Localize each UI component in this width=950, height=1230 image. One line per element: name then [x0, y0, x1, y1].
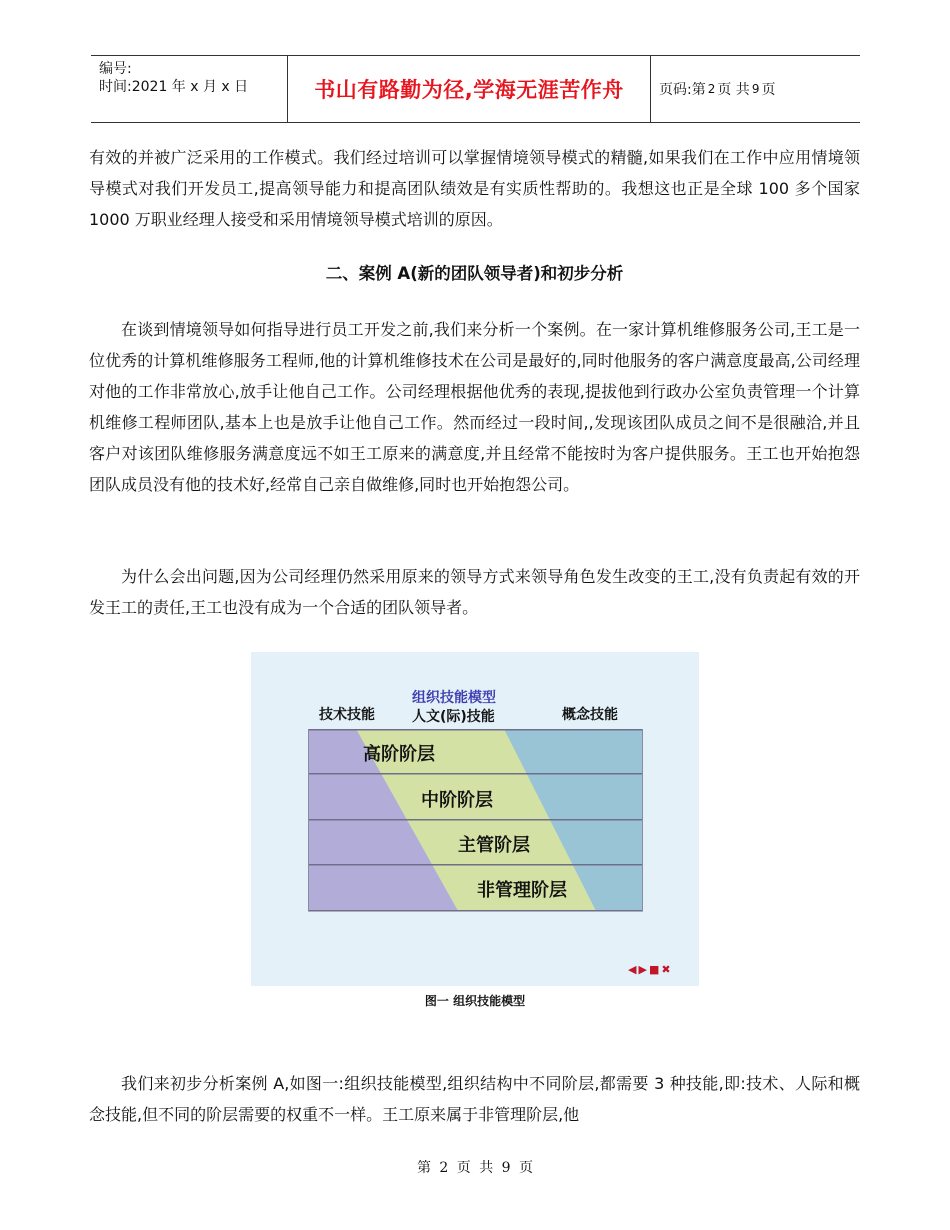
human-skill-label: 人文(际)技能: [412, 709, 495, 725]
page-header: [91, 55, 860, 123]
page-total: 9: [751, 82, 760, 96]
layer-middle: 中阶阶层: [421, 790, 493, 811]
paragraph-3: 为什么会出问题,因为公司经理仍然采用原来的领导方式来领导角色发生改变的王工,没有负责起有效的开发王工的责任,王工也没有成为一个合适的团队领导者。: [89, 567, 860, 617]
header-motto: 书山有路勤为径,学海无涯苦作舟: [287, 56, 651, 122]
stop-icon[interactable]: ■: [648, 963, 660, 976]
conceptual-skill-label: 概念技能: [562, 707, 618, 723]
page-mid: 页 共: [717, 82, 750, 98]
layer-divider-bottom: [308, 910, 643, 912]
layer-divider-top: [308, 729, 643, 731]
arrow-right-icon[interactable]: ▶: [638, 963, 647, 976]
figure-title: 组织技能模型: [412, 690, 496, 706]
layer-supervisor: 主管阶层: [458, 835, 530, 856]
section-heading: 二、案例 A(新的团队领导者)和初步分析: [325, 264, 624, 283]
page-suffix: 页: [761, 82, 776, 98]
technical-skill-label: 技术技能: [319, 707, 375, 723]
page-prefix: 页码:第: [659, 82, 706, 98]
header-date: 时间:2021 年 x 月 x 日: [99, 79, 249, 95]
skills-model-figure: [251, 652, 699, 986]
layer-non-management: 非管理阶层: [477, 880, 567, 901]
layer-divider-1: [308, 773, 643, 775]
arrow-left-icon[interactable]: ◀: [628, 963, 637, 976]
layer-divider-2: [308, 819, 643, 821]
header-code-label: 编号:: [99, 61, 132, 77]
page-current: 2: [707, 82, 716, 96]
paragraph-1: 有效的并被广泛采用的工作模式。我们经过培训可以掌握情境领导模式的精髓,如果我们在工作中应用情境领导模式对我们开发员工,提高领导能力和提高团队绩效是有实质性帮助的。我想这也正是全球 100 多个国家 1000 万职业经理人接受和采用情境领导模式培训的原因。: [89, 148, 860, 229]
paragraph-4: 我们来初步分析案例 A,如图一:组织技能模型,组织结构中不同阶层,都需要 3 种技能,即:技术、人际和概念技能,但不同的阶层需要的权重不一样。王工原来属于非管理阶层,他: [89, 1074, 860, 1124]
header-page-info: [651, 56, 860, 122]
figure-caption: 图一 组织技能模型: [424, 994, 526, 1008]
page-footer: 第 2 页 共 9 页: [416, 1160, 534, 1176]
diagram-left-edge: [308, 729, 309, 911]
paragraph-2: 在谈到情境领导如何指导进行员工开发之前,我们来分析一个案例。在一家计算机维修服务公司,王工是一位优秀的计算机维修服务工程师,他的计算机维修技术在公司是最好的,同时他服务的客户满意度最高,公司经理对他的工作非常放心,放手让他自己工作。公司经理根据他优秀的表现,提拔他到行政办公室负责管理一个计算机维修工程师团队,基本上也是放手让他自己工作。然而经过一段时间,,发现该团队成员之间不是很融洽,并且客户对该团队维修服务满意度远不如王工原来的满意度,并且经常不能按时为客户提供服务。王工也开始抱怨团队成员没有他的技术好,经常自己亲自做维修,同时也开始抱怨公司。: [89, 320, 860, 494]
close-icon[interactable]: ✖: [661, 963, 671, 976]
slide-nav: [628, 964, 671, 976]
header-meta: [91, 56, 287, 122]
layer-divider-3: [308, 864, 643, 866]
diagram-right-edge: [642, 729, 643, 911]
layer-senior: 高阶阶层: [363, 744, 435, 765]
